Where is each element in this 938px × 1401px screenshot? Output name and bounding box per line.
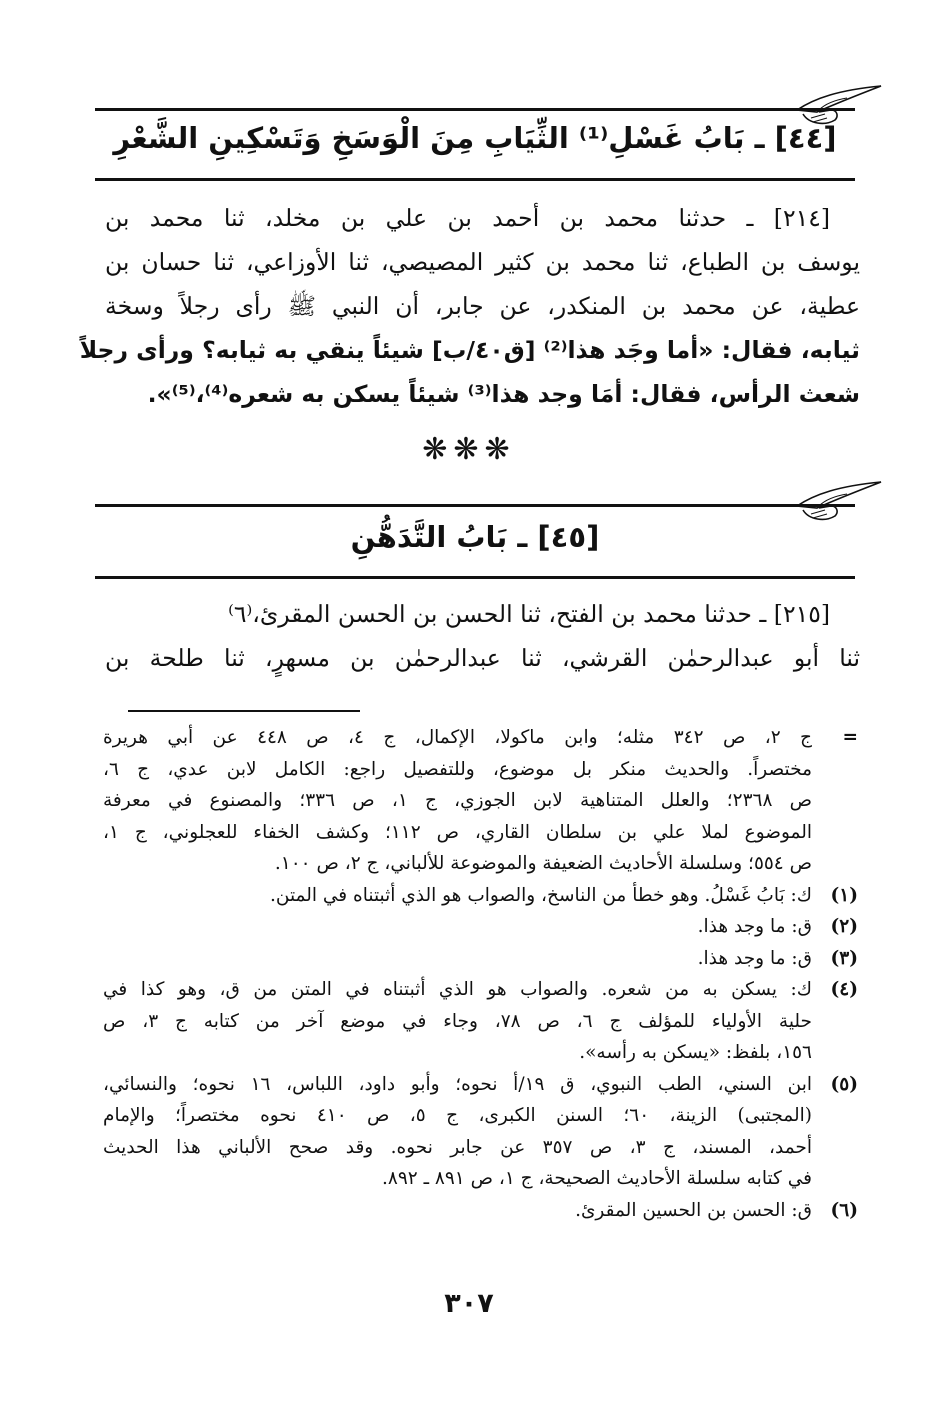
- footnote-number: (٤): [830, 979, 858, 1000]
- footnote-1: [103, 880, 858, 912]
- footnote-2: [103, 911, 858, 943]
- footnote-number: (٢): [830, 916, 858, 937]
- quill-pen-hand-icon: [795, 480, 883, 524]
- chapter-title: [٤٤] ـ بَابُ غَسْلِ⁽¹⁾ الثِّيَابِ مِنَ الْوَسَخِ وَتَسْكِينِ الشَّعْرِ: [113, 121, 837, 155]
- chapter-44-heading: [95, 84, 855, 184]
- footnote-line: ق: ما وجد هذا.: [697, 916, 812, 937]
- text-line: [٢١٤] ـ حدثنا محمد بن أحمد بن علي بن مخلد، ثنا محمد بن: [105, 204, 830, 232]
- hadith-214: [79, 196, 860, 416]
- footnote-line: ١٥٦، بلفظ: «يسكن به رأسه».: [579, 1042, 812, 1063]
- footnote-5: [103, 1069, 858, 1195]
- footnote-number: (٥): [830, 1073, 858, 1095]
- footnote-number: =: [842, 727, 858, 748]
- footnote-line: ص ٥٥٤؛ وسلسلة الأحاديث الضعيفة والموضوعة للألباني، ج ٢، ص ١٠٠.: [274, 853, 812, 874]
- footnote-line: في كتابه سلسلة الأحاديث الصحيحة، ج ١، ص ٨٩١ ـ ٨٩٢.: [382, 1168, 812, 1189]
- bottom-rule: [95, 576, 855, 579]
- footnote-line: ك: بَابُ غَسْلُ. وهو خطأ من الناسخ، والصواب هو الذي أثبتناه في المتن.: [269, 884, 812, 906]
- bottom-rule: [95, 178, 855, 181]
- top-rule: [95, 504, 855, 507]
- footnote-number: (١): [830, 884, 858, 906]
- footnote-line: ق: ما وجد هذا.: [697, 947, 812, 969]
- top-rule: [95, 108, 855, 111]
- text-line: شعث الرأس، فقال: أمَا وجد هذا⁽³⁾ شيئاً يسكن به شعره⁽⁴⁾،⁽⁵⁾».: [147, 380, 860, 408]
- footnote-3: [103, 943, 858, 975]
- chapter-45-heading: [95, 480, 855, 580]
- footnote-line: ص ٢٣٦٨؛ والعلل المتناهية لابن الجوزي، ج ١، ص ٣٣٦؛ والمصنوع في معرفة: [103, 790, 812, 811]
- text-line: يوسف بن الطباع، ثنا محمد بن كثير المصيصي، ثنا الأوزاعي، ثنا حسان بن: [105, 248, 860, 276]
- footnote-line: ابن السني، الطب النبوي، ق ١٩/أ نحوه؛ وأبو داود، اللباس، ١٦ نحوه؛ والنسائي،: [103, 1073, 812, 1095]
- footnote-continued: [103, 722, 858, 880]
- footnote-line: الموضوع لملا علي بن سلطان القاري، ص ١١٢؛ وكشف الخفاء للعجلوني، ج ١،: [103, 821, 812, 843]
- hadith-215: [105, 592, 860, 680]
- section-separator: ❋❋❋: [422, 432, 516, 467]
- page-number: ٣٠٧: [444, 1288, 494, 1319]
- text-line: [٢١٥] ـ حدثنا محمد بن الفتح، ثنا الحسن بن الحسن المقرئ،⁽٦⁾: [228, 600, 830, 628]
- footnote-4: [103, 974, 858, 1069]
- footnote-line: (المجتبى) الزينة، ٦٠؛ السنن الكبرى، ج ٥، ص ٤١٠ نحوه مختصراً؛ والإمام: [103, 1105, 812, 1126]
- footnote-line: ك: يسكن به من شعره. والصواب هو الذي أثبتناه في المتن من ق، وهو كذا في: [103, 979, 812, 1000]
- footnote-number: (٦): [830, 1199, 858, 1221]
- text-line: عطية، عن محمد بن المنكدر، عن جابر، أن النبي ﷺ رأى رجلاً وسخة: [105, 292, 860, 320]
- footnote-line: أحمد، المسند، ج ٣، ص ٣٥٧ عن جابر نحوه. وقد صحح الألباني هذا الحديث: [103, 1136, 812, 1158]
- footnote-line: مختصراً. والحديث منكر بل موضوع، وللتفصيل راجع: الكامل لابن عدي، ج ٦،: [103, 758, 812, 780]
- footnote-line: ج ٢، ص ٣٤٢ مثله؛ وابن ماكولا، الإكمال، ج ٤، ص ٤٤٨ عن أبي هريرة: [103, 727, 813, 748]
- footnote-number: (٣): [830, 947, 858, 969]
- footnotes: [103, 722, 858, 1226]
- footnote-line: حلية الأولياء للمؤلف ج ٦، ص ٧٨، وجاء في موضع آخر من كتابه ج ٣، ص: [103, 1010, 812, 1032]
- chapter-title: [٤٥] ـ بَابُ التَّدَهُّنِ: [350, 520, 600, 554]
- text-line: ثنا أبو عبدالرحمٰن القرشي، ثنا عبدالرحمٰن بن مسهرٍ، ثنا طلحة بن: [105, 644, 860, 672]
- footnote-line: ق: الحسن بن الحسين المقرئ.: [575, 1199, 812, 1221]
- footnote-separator: [128, 710, 360, 712]
- text-line: ثيابه، فقال: «أما وجَد هذا⁽²⁾ [ق٤٠/ب] شيئاً ينقي به ثيابه؟ ورأى رجلاً: [79, 336, 860, 364]
- footnote-6: [103, 1195, 858, 1227]
